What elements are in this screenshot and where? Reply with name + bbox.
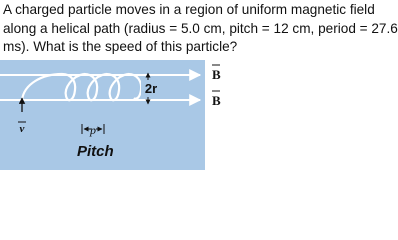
question-line-3: ms). What is the speed of this particle? (3, 39, 238, 54)
question-text (3, 1, 398, 57)
pitch-symbol: p (90, 123, 96, 137)
pitch-label: Pitch (77, 143, 114, 160)
velocity-label: v (19, 123, 25, 135)
field-label-top: B (212, 67, 221, 82)
helix-diagram (0, 60, 350, 170)
radius-label: 2r (144, 81, 158, 96)
question-line-1: A charged particle moves in a region of uniform magnetic field (3, 2, 375, 17)
question-line-2: along a helical path (radius = 5.0 cm, pitch = 12 cm, period = 27.6 (3, 20, 398, 36)
field-label-bottom: B (212, 93, 221, 108)
